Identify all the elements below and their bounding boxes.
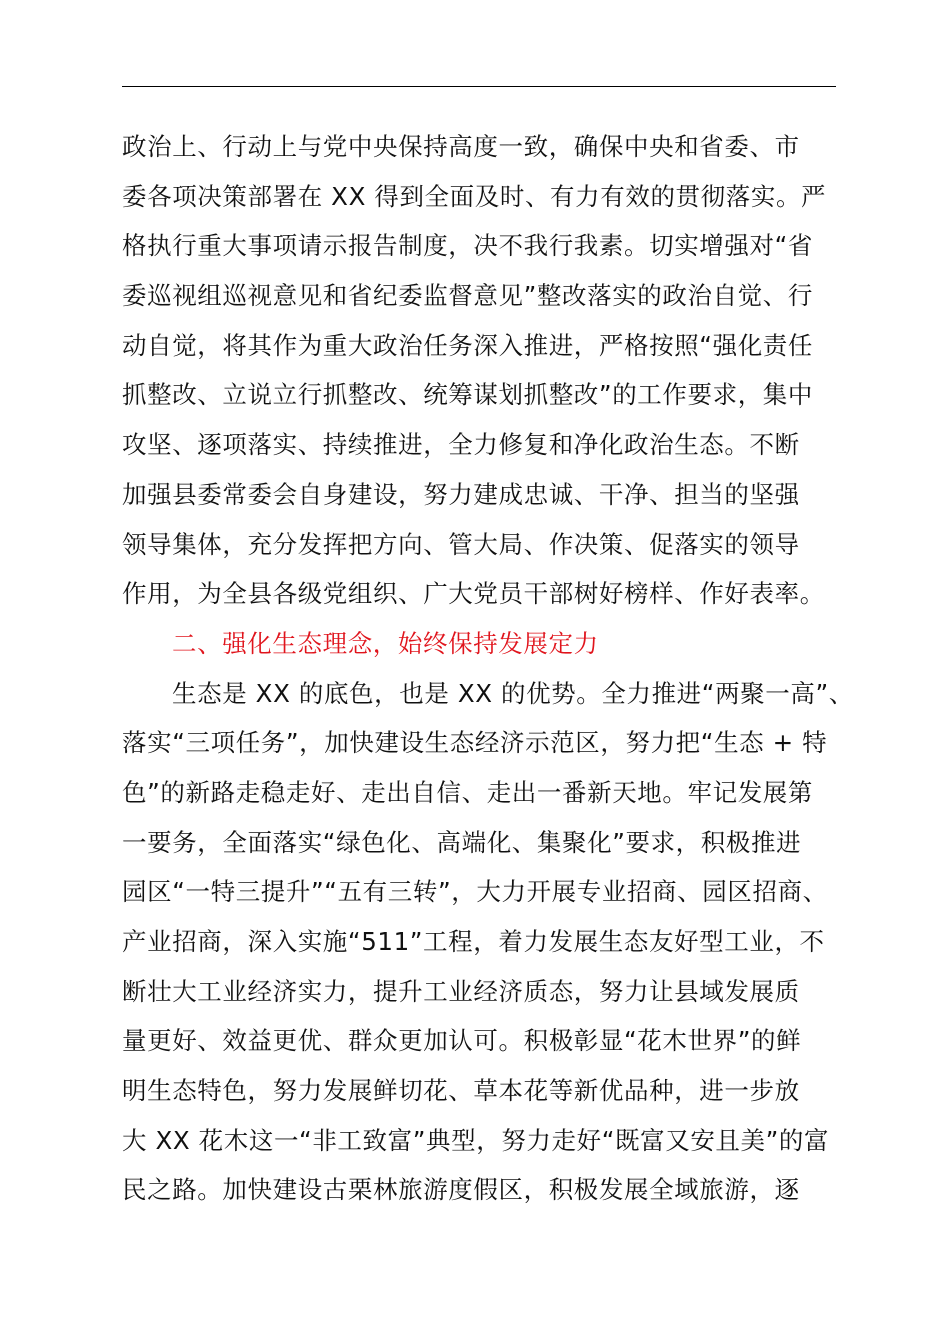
- document-body: [122, 122, 854, 1215]
- paragraph-line: 格执行重大事项请示报告制度，决不我行我素。切实增强对“省: [122, 231, 813, 261]
- paragraph-line: 动自觉，将其作为重大政治任务深入推进，严格按照“强化责任: [122, 330, 813, 360]
- paragraph-line: 加强县委常委会自身建设，努力建成忠诚、干净、担当的坚强: [122, 479, 800, 509]
- paragraph-line: 色”的新路走稳走好、走出自信、走出一番新天地。牢记发展第: [122, 777, 813, 807]
- paragraph-line: 委各项决策部署在 XX 得到全面及时、有力有效的贯彻落实。严: [122, 181, 827, 211]
- paragraph-line: 量更好、效益更优、群众更加认可。积极彰显“花木世界”的鲜: [122, 1026, 802, 1056]
- section-heading: 二、强化生态理念，始终保持发展定力: [172, 628, 599, 658]
- paragraph-line: 产业招商，深入实施“511”工程，着力发展生态友好型工业，不: [122, 927, 825, 956]
- paragraph-line: 大 XX 花木这一“非工致富”典型，努力走好“既富又安且美”的富: [122, 1125, 830, 1155]
- paragraph-line: 攻坚、逐项落实、持续推进，全力修复和净化政治生态。不断: [122, 430, 800, 460]
- paragraph-line: 抓整改、立说立行抓整改、统筹谋划抓整改”的工作要求，集中: [122, 380, 813, 410]
- paragraph-line: 断壮大工业经济实力，提升工业经济质态，努力让县域发展质: [122, 976, 800, 1006]
- header-rule: [122, 86, 836, 87]
- paragraph-line: 生态是 XX 的底色，也是 XX 的优势。全力推进“两聚一高”、: [172, 678, 854, 708]
- paragraph-line: 明生态特色，努力发展鲜切花、草本花等新优品种，进一步放: [122, 1076, 800, 1106]
- paragraph-line: 委巡视组巡视意见和省纪委监督意见”整改落实的政治自觉、行: [122, 281, 813, 311]
- paragraph-line: 作用，为全县各级党组织、广大党员干部树好榜样、作好表率。: [122, 579, 825, 609]
- paragraph-line: 民之路。加快建设古栗林旅游度假区，积极发展全域旅游，逐: [122, 1175, 800, 1205]
- paragraph-line: 园区“一特三提升”“五有三转”，大力开展专业招商、园区招商、: [122, 877, 828, 907]
- paragraph-line: 领导集体，充分发挥把方向、管大局、作决策、促落实的领导: [122, 529, 800, 559]
- paragraph-line: 一要务，全面落实“绿色化、高端化、集聚化”要求，积极推进: [122, 827, 802, 857]
- paragraph-line: 落实“三项任务”，加快建设生态经济示范区，努力把“生态 + 特: [122, 728, 828, 758]
- paragraph-line: 政治上、行动上与党中央保持高度一致，确保中央和省委、市: [122, 132, 800, 161]
